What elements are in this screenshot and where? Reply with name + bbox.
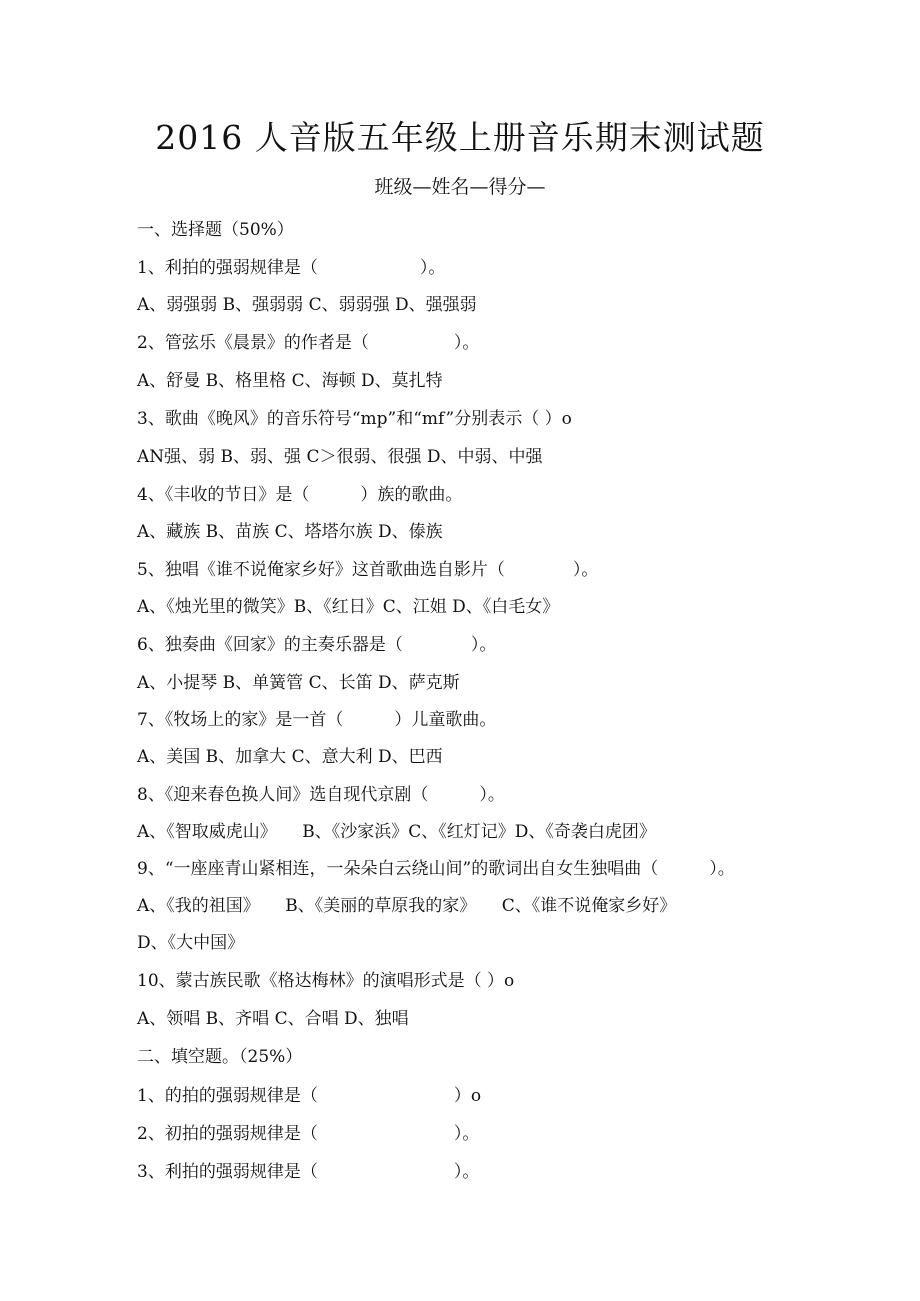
options-10: A、领唱 B、齐唱 C、合唱 D、独唱 xyxy=(137,1009,409,1029)
fill-question-2: 2、初拍的强弱规律是（ ）。 xyxy=(137,1124,480,1144)
question-1: 1、利拍的强弱规律是（ ）。 xyxy=(137,258,446,278)
fill-question-1: 1、的拍的强弱规律是（ ）o xyxy=(137,1086,482,1106)
student-info-line: 班级—姓名—得分— xyxy=(374,176,546,198)
options-2: A、舒曼 B、格里格 C、海顿 D、莫扎特 xyxy=(137,371,443,391)
question-10: 10、蒙古族民歌《格达梅林》的演唱形式是（ ）o xyxy=(137,971,515,991)
options-8: A、《智取威虎山》 B、《沙家浜》C、《红灯记》D、《奇袭白虎团》 xyxy=(137,822,656,842)
question-3: 3、歌曲《晚风》的音乐符号“mp”和“mf”分别表示（ ）o xyxy=(137,409,572,429)
fill-question-3: 3、利拍的强弱规律是（ ）。 xyxy=(137,1162,480,1182)
options-5: A、《烛光里的微笑》B、《红日》C、江姐 D、《白毛女》 xyxy=(137,597,560,617)
question-9: 9、“一座座青山紧相连，一朵朵白云绕山间”的歌词出自女生独唱曲（ ）。 xyxy=(137,859,735,879)
question-7: 7、《牧场上的家》是一首（ ）儿童歌曲。 xyxy=(137,710,497,730)
question-2: 2、管弦乐《晨景》的作者是（ ）。 xyxy=(137,333,480,353)
section-heading-fill: 二、填空题。（25%） xyxy=(137,1047,303,1067)
options-6: A、小提琴 B、单簧管 C、长笛 D、萨克斯 xyxy=(137,673,460,693)
document-title: 2016 人音版五年级上册音乐期末测试题 xyxy=(155,118,765,157)
options-3: AN强、弱 B、弱、强 C＞很弱、很强 D、中弱、中强 xyxy=(137,447,543,467)
question-4: 4、《丰收的节日》是（ ）族的歌曲。 xyxy=(137,485,463,505)
question-5: 5、独唱《谁不说俺家乡好》这首歌曲选自影片（ ）。 xyxy=(137,560,599,580)
options-4: A、藏族 B、苗族 C、塔塔尔族 D、傣族 xyxy=(137,522,443,542)
options-7: A、美国 B、加拿大 C、意大利 D、巴西 xyxy=(137,747,443,767)
options-9: A、《我的祖国》 B、《美丽的草原我的家》 C、《谁不说俺家乡好》 xyxy=(137,896,677,916)
options-9-cont: D、《大中国》 xyxy=(137,933,245,953)
section-heading-choice: 一、选择题（50%） xyxy=(137,220,294,240)
question-8: 8、《迎来春色换人间》选自现代京剧（ ）。 xyxy=(137,785,505,805)
options-1: A、弱强弱 B、强弱弱 C、弱弱强 D、强强弱 xyxy=(137,295,477,315)
question-6: 6、独奏曲《回家》的主奏乐器是（ ）。 xyxy=(137,635,497,655)
